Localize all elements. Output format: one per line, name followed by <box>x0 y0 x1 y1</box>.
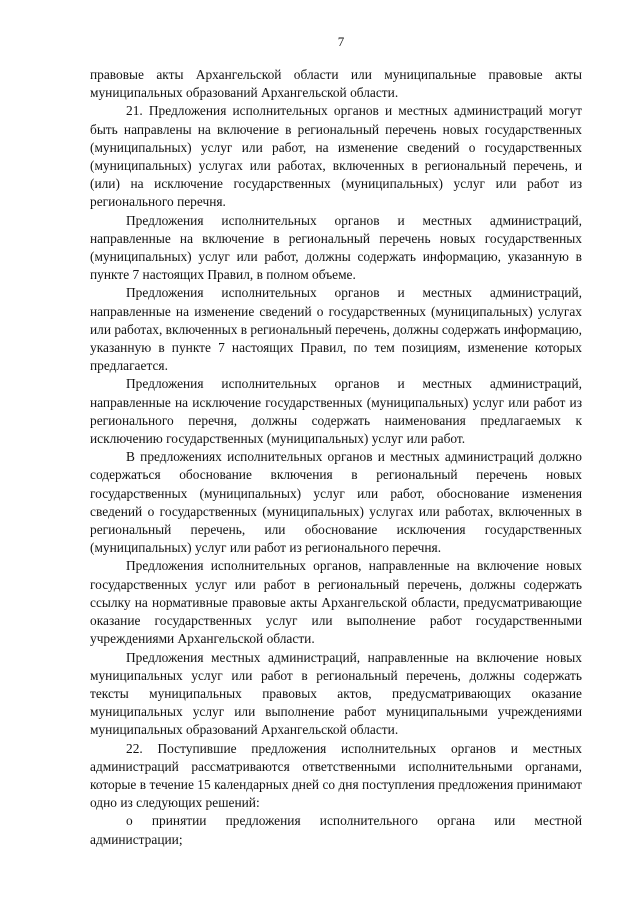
paragraph-inclusion-proposals: Предложения исполнительных органов и местных администраций, направленные на включение в региональный перечень новых государственных (муниципальных) услуг или работ, должны содержать информацию, указанную в пункте 7 настоящих Правил, в полном объеме. <box>90 212 582 283</box>
paragraph-justification: В предложениях исполнительных органов и местных администраций должно содержаться обоснование включения в региональный перечень новых государственных (муниципальных) услуг или работ, обоснование изменения сведений о государственных (муниципальных) услугах или работах, включенных в региональный перечень, или обоснование исключения государственных (муниципальных) услуг или работ из регионального перечня. <box>90 449 582 556</box>
paragraph-local-proposals: Предложения местных администраций, направленные на включение новых муниципальных услуг или работ в региональный перечень, должны содержать тексты муниципальных правовых актов, предусматривающих оказание муниципальных услуг или выполнение работ муниципальными учреждениями муниципальных образований Архангельской области. <box>90 649 582 738</box>
paragraph-22: 22. Поступившие предложения исполнительных органов и местных администраций рассматриваются ответственными исполнительными органами, которые в течение 15 календарных дней со дня поступления предложения принимают одно из следующих решений: <box>90 740 582 811</box>
paragraph-exclusion-proposals: Предложения исполнительных органов и местных администраций, направленные на исключение государственных (муниципальных) услуг или работ из регионального перечня, должны содержать наименования предлагаемых к исключению государственных (муниципальных) услуг или работ. <box>90 376 582 447</box>
paragraph-change-proposals: Предложения исполнительных органов и местных администраций, направленные на изменение сведений о государственных (муниципальных) услугах или работах, включенных в региональный перечень, должны содержать информацию, указанную в пункте 7 настоящих Правил, по тем позициям, изменение которых предлагается. <box>90 285 582 374</box>
paragraph-21: 21. Предложения исполнительных органов и местных администраций могут быть направлены на включение в региональный перечень новых государственных (муниципальных) услуг или работ, на изменение сведений о государственных (муниципальных) услугах или работах, включенных в региональный перечень, и (или) на исключение государственных (муниципальных) услуг или работ из регионального перечня. <box>90 103 582 210</box>
paragraph-continuation: правовые акты Архангельской области или муниципальные правовые акты муниципальных образований Архангельской области. <box>90 67 582 101</box>
page-number: 7 <box>337 34 345 49</box>
paragraph-decision-accept: о принятии предложения исполнительного органа или местной администрации; <box>90 813 582 847</box>
paragraph-executive-proposals: Предложения исполнительных органов, направленные на включение новых государственных услуг или работ в региональный перечень, должны содержать ссылку на нормативные правовые акты Архангельской области, предусматривающие оказание государственных услуг или выполнение работ государственными учреждениями Архангельской области. <box>90 558 582 647</box>
